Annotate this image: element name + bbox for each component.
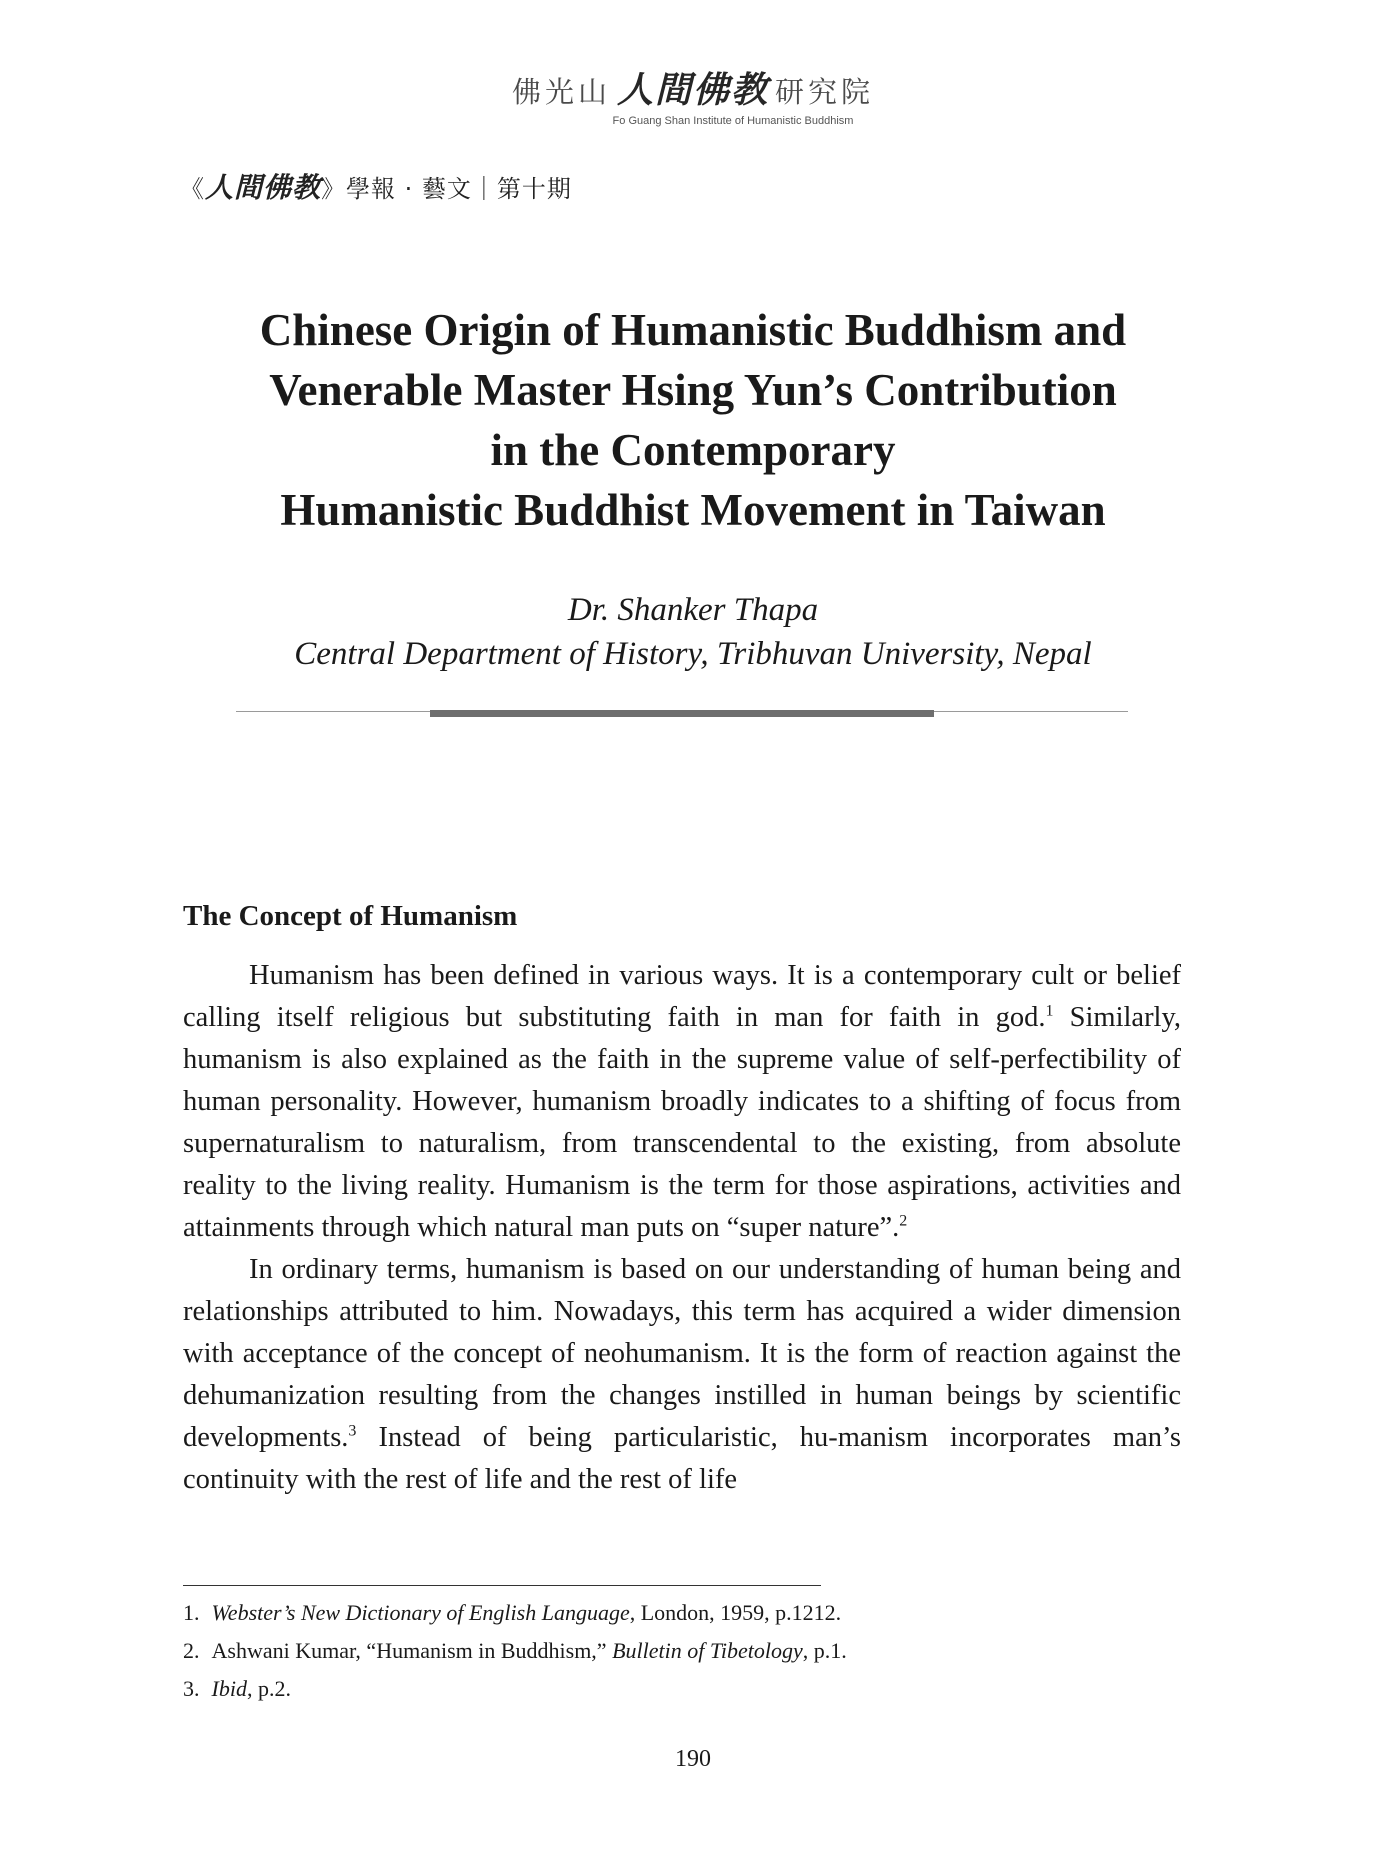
- footnotes: [183, 1594, 847, 1708]
- footnote-item: [183, 1670, 847, 1708]
- footnote-ref[interactable]: 1: [1045, 1002, 1054, 1020]
- footnote-ref[interactable]: 2: [899, 1212, 908, 1230]
- title-line: in the Contemporary: [490, 425, 896, 475]
- journal-brush-title: 人間佛教: [205, 171, 322, 204]
- paragraph-text: Similarly, humanism is also explained as the faith in the supreme value of self-perfectibility of human personality. However, humanism broadly indicates to a shifting of focus from supernaturalism to naturalism, from transcendental to the existing, from absolute reality to the living reality. Humanism is the term for those aspirations, activities and attainments through which natural man puts on “super nature”.: [183, 1002, 1182, 1243]
- journal-rest: 》學報 · 藝文｜第十期: [321, 175, 572, 203]
- footnote-italic: Bulletin of Tibetology: [612, 1638, 803, 1663]
- footnote-number: 2.: [183, 1638, 200, 1663]
- title-line: Venerable Master Hsing Yun’s Contribution: [269, 365, 1117, 415]
- institute-logo: [0, 62, 1386, 127]
- paragraph-text: In ordinary terms, humanism is based on our understanding of human being and relationships attributed to him. Nowadays, this term has acquired a wider dimension with acceptance of the concept of neohumanism. It is the form of reaction against the dehumanization resulting from the changes instilled in human beings by scientific developments.: [183, 1254, 1181, 1453]
- logo-subtitle: Fo Guang Shan Institute of Humanistic Buddhism: [612, 115, 854, 127]
- paragraph-text: Humanism has been defined in various ways. It is a contemporary cult or belief calling itself religious but substituting faith in man for faith in god.: [183, 960, 1181, 1033]
- footnote-text: , p.1.: [802, 1638, 847, 1663]
- page-number: 190: [675, 1746, 711, 1772]
- footnote-ref[interactable]: 3: [348, 1422, 357, 1440]
- paragraph: [183, 955, 1181, 1249]
- journal-open-bracket: 《: [180, 175, 205, 203]
- section-heading: The Concept of Humanism: [183, 900, 518, 932]
- logo-right-text: 研究院: [775, 75, 875, 109]
- title-line: Humanistic Buddhist Movement in Taiwan: [280, 485, 1106, 535]
- title-divider-thick: [430, 710, 934, 717]
- author-block: [150, 588, 1236, 676]
- footnote-italic: Webster’s New Dictionary of English Language: [211, 1600, 630, 1625]
- footnote-text: Ashwani Kumar, “Humanism in Buddhism,”: [211, 1638, 613, 1663]
- body-text: [183, 955, 1181, 1501]
- paragraph: [183, 1249, 1181, 1501]
- footnote-text: , London, 1959, p.1212.: [629, 1600, 842, 1625]
- title-line: Chinese Origin of Humanistic Buddhism and: [259, 305, 1127, 355]
- footnote-number: 3.: [183, 1676, 200, 1701]
- author-name: Dr. Shanker Thapa: [567, 592, 819, 628]
- logo-title: [0, 62, 1386, 113]
- journal-running-head: [180, 166, 572, 206]
- footnote-item: [183, 1594, 847, 1632]
- author-affiliation: Central Department of History, Tribhuvan University, Nepal: [294, 636, 1092, 672]
- footnote-italic: Ibid: [211, 1676, 247, 1701]
- article-title: [150, 300, 1236, 540]
- footnote-item: [183, 1632, 847, 1670]
- footnote-number: 1.: [183, 1600, 200, 1625]
- logo-brush-text: 人間佛教: [616, 69, 769, 111]
- footnote-divider: [183, 1585, 821, 1586]
- paragraph-text: Instead of being particularistic, hu-manism incorporates man’s continuity with the rest of life and the rest of life: [183, 1422, 1181, 1495]
- logo-left-text: 佛光山: [511, 75, 611, 109]
- footnote-text: , p.2.: [246, 1676, 291, 1701]
